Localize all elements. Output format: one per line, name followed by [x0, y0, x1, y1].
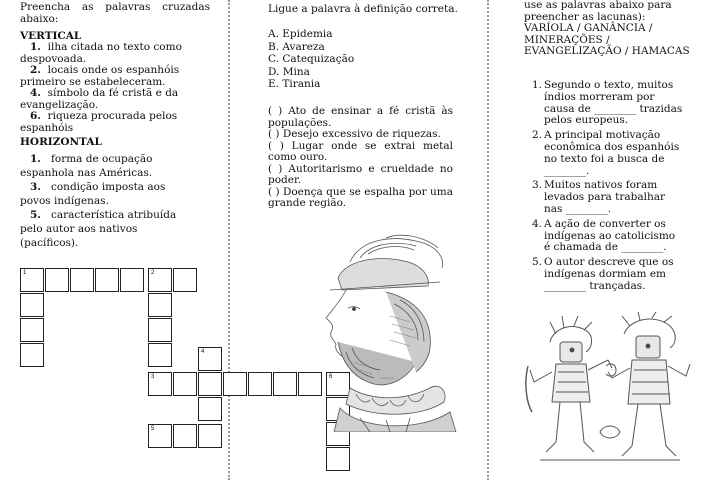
- horizontal-clue-3: 3. condição imposta aos povos indígenas.: [20, 181, 166, 207]
- crossword-cell[interactable]: [45, 268, 69, 292]
- definition-3[interactable]: ( ) Lugar onde se extrai metal como ouro.: [268, 139, 453, 163]
- crossword-cell[interactable]: [198, 424, 222, 448]
- horizontal-title: HORIZONTAL: [20, 136, 102, 148]
- blank-2[interactable]: ________: [544, 164, 586, 177]
- definition-5[interactable]: ( ) Doença que se espalha por uma grande região.: [268, 185, 453, 209]
- crossword-cell[interactable]: [248, 372, 272, 396]
- fill-item-2: 2. A principal motivação econômica dos espanhóis no texto foi a busca de ________.: [532, 129, 680, 177]
- blank-5[interactable]: ________: [544, 279, 586, 292]
- crossword-cell[interactable]: [20, 343, 44, 367]
- crossword-cell[interactable]: [198, 347, 222, 371]
- vertical-clue-4: 4. símbolo da fé cristã e da evangelização.: [20, 87, 179, 111]
- crossword-cell[interactable]: [120, 268, 144, 292]
- crossword-cell[interactable]: [20, 293, 44, 317]
- clue-number-3: 3: [151, 374, 155, 380]
- vertical-clue-2: 2. locais onde os espanhóis primeiro se estabeleceram.: [20, 64, 180, 88]
- matching-definitions: [268, 106, 453, 210]
- crossword-cell[interactable]: [148, 268, 172, 292]
- horizontal-clues: [20, 152, 190, 250]
- crossword-cell[interactable]: [70, 268, 94, 292]
- option-catequizacao: C. Catequização: [268, 53, 355, 65]
- crossword-cell[interactable]: [173, 372, 197, 396]
- crossword-cell[interactable]: [148, 372, 172, 396]
- fill-item-4: 4. A ação de converter os indígenas ao catolicismo é chamada de ________.: [532, 217, 676, 254]
- vertical-clues: [20, 42, 212, 134]
- option-epidemia: A. Epidemia: [268, 28, 333, 40]
- crossword-cell[interactable]: [148, 293, 172, 317]
- fill-blanks-list: [532, 80, 684, 293]
- clue-number-5: 5: [151, 426, 155, 432]
- blank-1[interactable]: ________: [594, 102, 637, 115]
- fill-item-3: 3. Muitos nativos foram levados para trabalhar nas ________.: [532, 179, 666, 215]
- fill-blanks-intro: use as palavras abaixo para preencher as lacunas):: [524, 0, 672, 23]
- conquistador-portrait-illustration: [290, 232, 460, 432]
- crossword-cell[interactable]: [95, 268, 119, 292]
- definition-4[interactable]: ( ) Autoritarismo e crueldade no poder.: [268, 162, 453, 186]
- crossword-cell[interactable]: [20, 268, 44, 292]
- option-avareza: B. Avareza: [268, 40, 325, 53]
- crossword-cell[interactable]: [198, 397, 222, 421]
- crossword-cell[interactable]: [148, 318, 172, 342]
- fill-blanks-instructions: [524, 0, 714, 58]
- blank-4[interactable]: ________: [621, 241, 664, 254]
- crossword-cell[interactable]: [326, 447, 350, 471]
- blank-3[interactable]: ________: [565, 202, 608, 215]
- crossword-cell[interactable]: [148, 424, 172, 448]
- word-bank-line-2: MINERAÇÕES /: [524, 33, 610, 46]
- word-bank-line-1: VARÍOLA / GANÂNCIA /: [524, 22, 653, 34]
- clue-number-6: 6: [329, 374, 333, 380]
- crossword-cell[interactable]: [198, 372, 222, 396]
- fill-item-5: 5. O autor descreve que os indígenas dormiam em ________ trançadas.: [532, 256, 674, 292]
- word-bank-line-3: EVANGELIZAÇÃO / HAMACAS: [524, 45, 690, 57]
- matching-title: Ligue a palavra à definição correta.: [268, 3, 458, 15]
- crossword-cell[interactable]: [223, 372, 247, 396]
- vertical-clue-6: 6. riqueza procurada pelos espanhóis: [20, 110, 178, 134]
- column-divider-right: [487, 0, 489, 480]
- vertical-title: VERTICAL: [20, 30, 82, 42]
- definition-2[interactable]: ( ) Desejo excessivo de riquezas.: [268, 128, 441, 140]
- crossword-cell[interactable]: [173, 268, 197, 292]
- crossword-cell[interactable]: [148, 343, 172, 367]
- vertical-clue-1: 1. ilha citada no texto como despovoada.: [20, 41, 182, 65]
- column-divider-left: [228, 0, 230, 480]
- clue-number-1: 1: [23, 270, 27, 276]
- clue-number-4: 4: [201, 349, 205, 355]
- fill-item-1: 1. Segundo o texto, muitos índios morreram por causa de ________ trazidas pelos europeus.: [532, 79, 683, 127]
- matching-options: [268, 28, 354, 91]
- crossword-cell[interactable]: [20, 318, 44, 342]
- crossword-cell[interactable]: [173, 424, 197, 448]
- clue-number-2: 2: [151, 270, 155, 276]
- horizontal-clue-5: 5. característica atribuída pelo autor aos nativos (pacíficos).: [20, 209, 177, 249]
- horizontal-clue-1: 1. forma de ocupação espanhola nas Américas.: [20, 153, 153, 179]
- option-tirania: E. Tirania: [268, 78, 321, 90]
- aztec-warriors-illustration: [520, 312, 700, 472]
- option-mina: D. Mina: [268, 65, 310, 78]
- crossword-instructions: Preencha as palavras cruzadas abaixo:: [20, 1, 210, 25]
- definition-1[interactable]: ( ) Ato de ensinar a fé cristã às populações.: [268, 105, 453, 129]
